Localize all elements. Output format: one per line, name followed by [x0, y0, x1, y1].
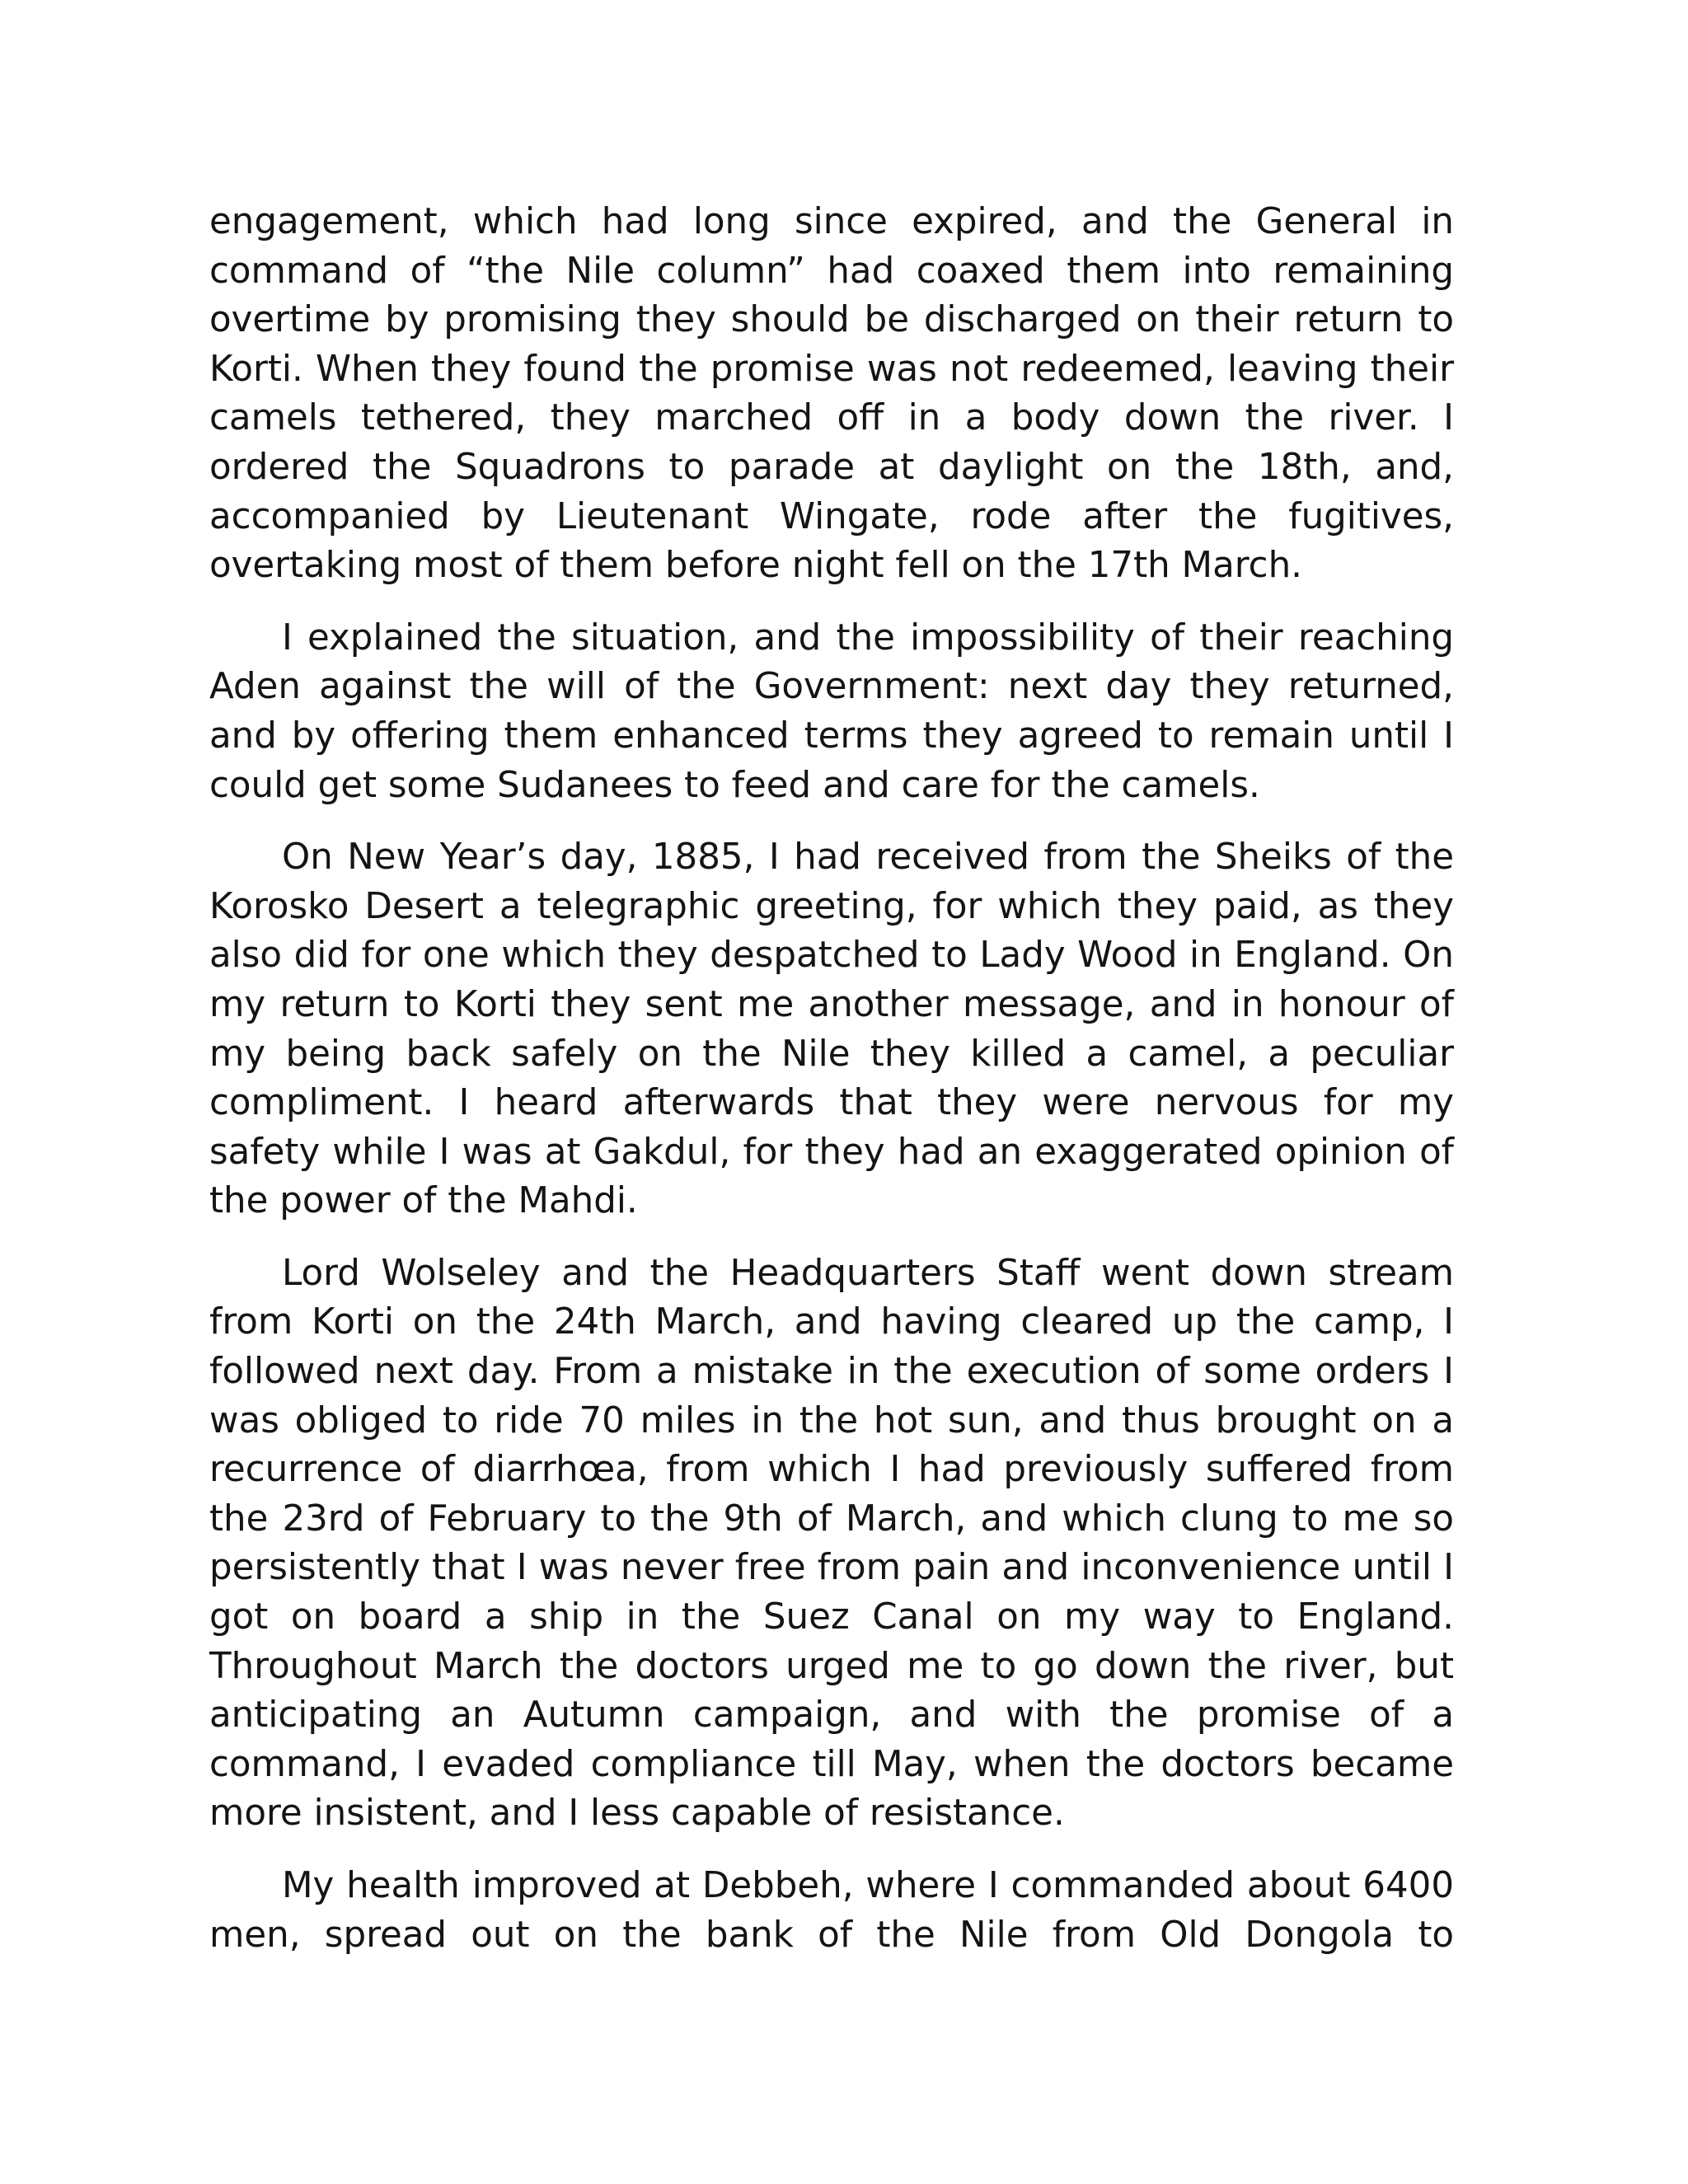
page-body — [209, 198, 1454, 1983]
paragraph-5: My health improved at Debbeh, where I commanded about 6400 men, spread out on the bank of the Nile from Old Dongola to — [209, 1865, 1454, 1956]
paragraph-4: Lord Wolseley and the Headquarters Staff went down stream from Korti on the 24th March, and having cleared up the camp, I followed next day. From a mistake in the execution of some orders I was obliged to ride 70 miles in the hot sun, and thus brought on a recurrence of diarrhœa, from which I had previously suffered from the 23rd of February to the 9th of March, and which clung to me so persistently that I was never free from pain and inconvenience until I got on board a ship in the Suez Canal on my way to England. Throughout March the doctors urged me to go down the river, but anticipating an Autumn campaign, and with the promise of a command, I evaded compliance till May, when the doctors became more insistent, and I less capable of resistance. — [209, 1252, 1454, 1835]
paragraph-1: engagement, which had long since expired, and the General in command of “the Nile column” had coaxed them into remaining overtime by promising they should be discharged on their return to Korti. When they found the promise was not redeemed, leaving their camels tethered, they marched off in a body down the river. I ordered the Squadrons to parade at daylight on the 18th, and, accompanied by Lieutenant Wingate, rode after the fugitives, overtaking most of them before night fell on the 17th March. — [209, 201, 1454, 587]
paragraph-3: On New Year’s day, 1885, I had received from the Sheiks of the Korosko Desert a telegraphic greeting, for which they paid, as they also did for one which they despatched to Lady Wood in England. On my return to Korti they sent me another message, and in honour of my being back safely on the Nile they killed a camel, a peculiar compliment. I heard afterwards that they were nervous for my safety while I was at Gakdul, for they had an exaggerated opinion of the power of the Mahdi. — [209, 837, 1454, 1222]
paragraph-2: I explained the situation, and the impossibility of their reaching Aden against the will of the Government: next day they returned, and by offering them enhanced terms they agreed to remain until I could get some Sudanees to feed and care for the camels. — [209, 616, 1454, 806]
